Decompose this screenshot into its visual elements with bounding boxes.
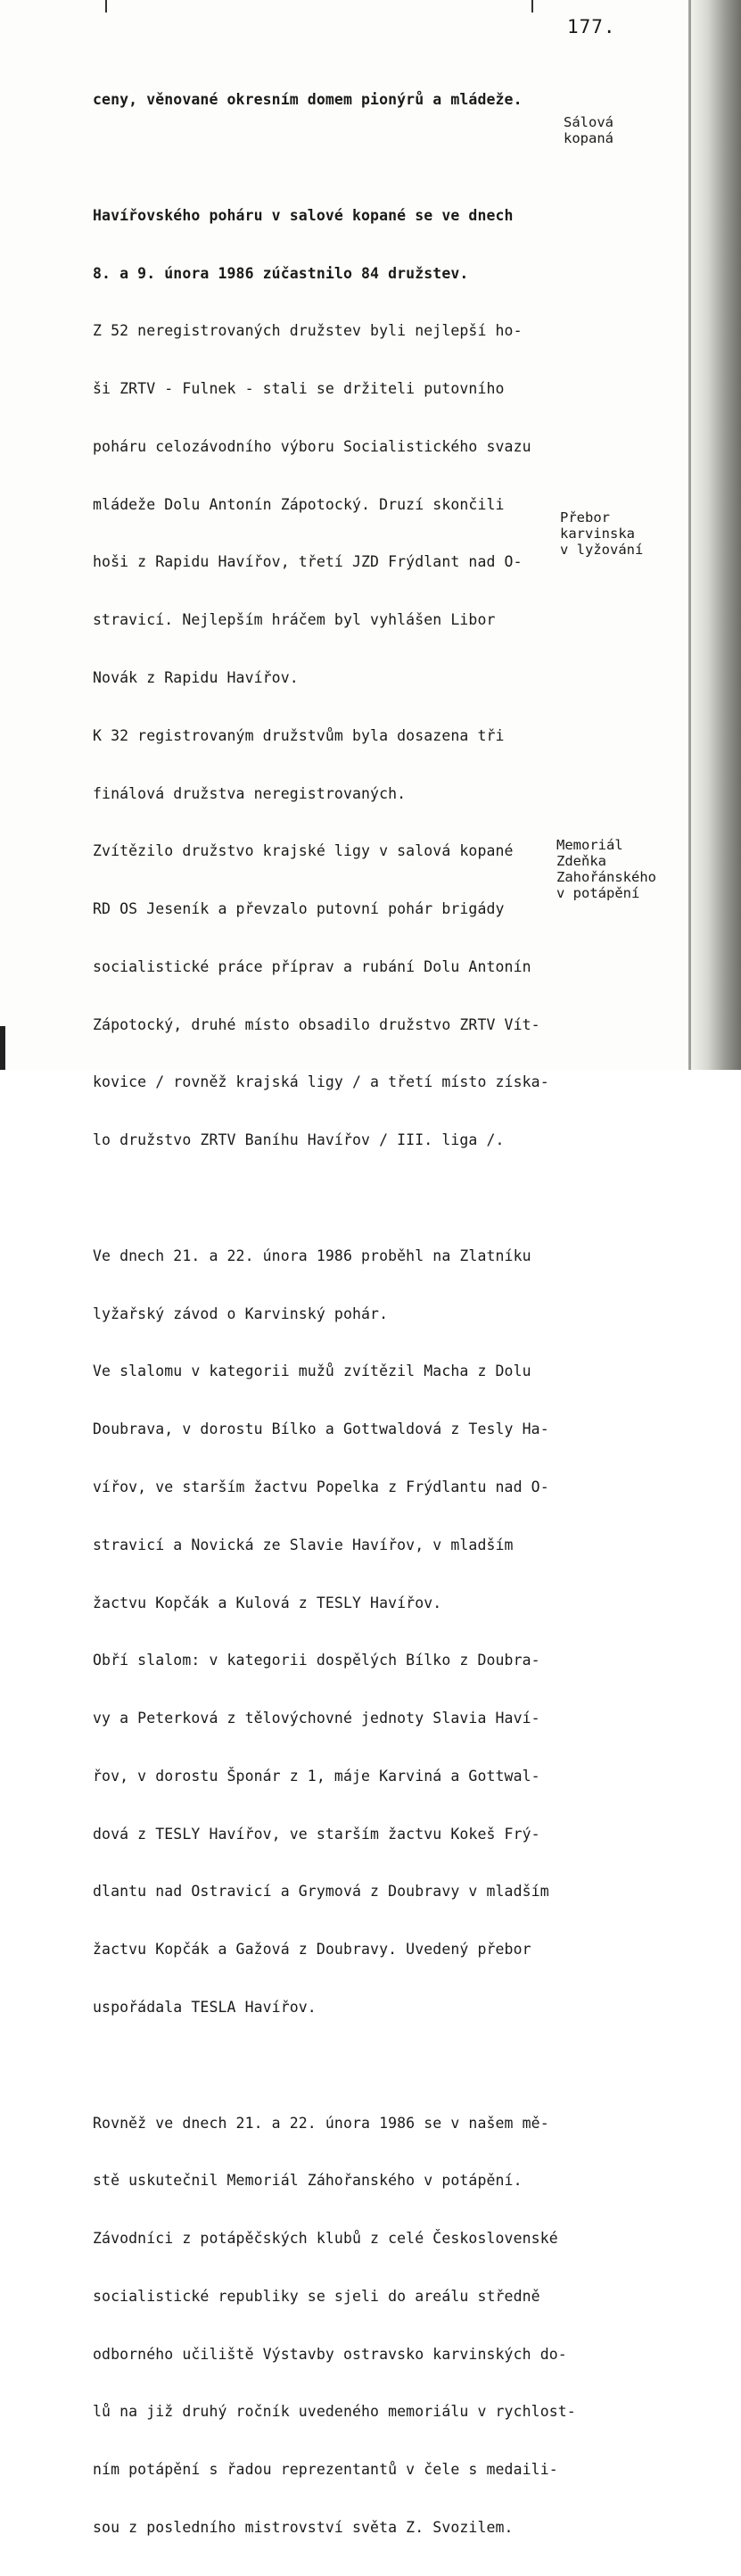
blank-line [93,1189,542,1208]
text-line: ním potápění s řadou reprezentantů v čele s medaili- [93,2461,558,2479]
text-line: odborného učiliště Výstavby ostravsko karvinských do- [93,2345,567,2363]
text-line: Ve slalomu v kategorii mužů zvítězil Macha z Dolu [93,1363,531,1380]
text-line: žactvu Kopčák a Kulová z TESLY Havířov. [93,1594,442,1611]
text-line: sou z posledního mistrovství světa Z. Svozilem. [93,2519,514,2536]
margin-note-prebor-lyzovani: Přebor karvinska v lyžování [560,509,644,558]
scan-edge-mark [0,1026,5,1070]
text-line: dová z TESLY Havířov, ve starším žactvu Kokeš Frý- [93,1825,540,1843]
text-line: finálová družstva neregistrovaných. [93,784,407,802]
scan-tick-mark [531,0,533,12]
text-line: Novák z Rapidu Havířov. [93,669,299,686]
text-line: dlantu nad Ostravicí a Grymová z Doubravy v mladším [93,1883,549,1901]
blank-line [93,148,542,168]
text-line: stě uskutečnil Memoriál Záhořanského v potápění. [93,2172,523,2190]
page-edge-shadow [689,0,741,1070]
body-text [93,52,576,2576]
page-number: 177. [567,16,616,37]
text-line: Zvítězilo družstvo krajské ligy v salová kopané [93,842,514,860]
text-line: lyžařský závod o Karvinský pohár. [93,1305,389,1322]
text-line: lo družstvo ZRTV Baníhu Havířov / III. liga /. [93,1131,505,1149]
text-line: 8. a 9. února 1986 zúčastnilo 84 družstev. [93,264,469,282]
text-line: vy a Peterková z tělovýchovné jednoty Slavia Haví- [93,1710,540,1727]
text-line: mládeže Dolu Antonín Zápotocký. Druzí skončili [93,495,505,513]
text-line: Havířovského poháru v salové kopané se ve dnech [93,206,514,224]
blank-line [93,2056,542,2075]
margin-note-memorial-potapeni: Memoriál Zdeňka Zahořánského v potápění [556,837,656,901]
scan-tick-mark [105,0,107,12]
text-line: Z 52 neregistrovaných družstev byli nejlepší ho- [93,322,523,340]
text-line: K 32 registrovaným družstvům byla dosazena tři [93,726,505,744]
text-line: Zápotocký, druhé místo obsadilo družstvo ZRTV Vít- [93,1015,540,1033]
text-line: Ve dnech 21. a 22. února 1986 proběhl na Zlatníku [93,1247,531,1264]
text-line: ši ZRTV - Fulnek - stali se držiteli putovního [93,380,505,398]
text-line: poháru celozávodního výboru Socialistického svazu [93,437,531,455]
text-line: vířov, ve starším žactvu Popelka z Frýdlantu nad O- [93,1478,549,1495]
text-line: žactvu Kopčák a Gažová z Doubravy. Uvedený přebor [93,1941,531,1959]
text-line: hoši z Rapidu Havířov, třetí JZD Frýdlant nad O- [93,553,523,571]
text-line: uspořádala TESLA Havířov. [93,1998,317,2016]
text-line: socialistické republiky se sjeli do areálu středně [93,2287,540,2305]
margin-note-salova-kopana: Sálová kopaná [564,114,613,146]
text-line: RD OS Jeseník a převzalo putovní pohár brigády [93,900,505,918]
text-line: Doubrava, v dorostu Bílko a Gottwaldová z Tesly Ha- [93,1421,549,1438]
text-line: ceny, věnované okresním domem pionýrů a mládeže. [93,91,523,109]
text-line: kovice / rovněž krajská ligy / a třetí místo získa- [93,1073,549,1091]
text-line: řov, v dorostu Šponár z 1, máje Karviná a Gottwal- [93,1767,540,1785]
text-line: Závodníci z potápěčských klubů z celé Československé [93,2230,558,2248]
text-line: lů na již druhý ročník uvedeného memoriálu v rychlost- [93,2403,576,2421]
page-fold-line [688,0,691,1070]
text-line: stravicí a Novická ze Slavie Havířov, v mladším [93,1536,514,1553]
text-line: Obří slalom: v kategorii dospělých Bílko z Doubra- [93,1652,540,1669]
text-line: stravicí. Nejlepším hráčem byl vyhlášen Libor [93,611,496,629]
text-line: Rovněž ve dnech 21. a 22. února 1986 se v našem mě- [93,2114,549,2132]
text-line: socialistické práce příprav a rubání Dolu Antonín [93,957,531,975]
